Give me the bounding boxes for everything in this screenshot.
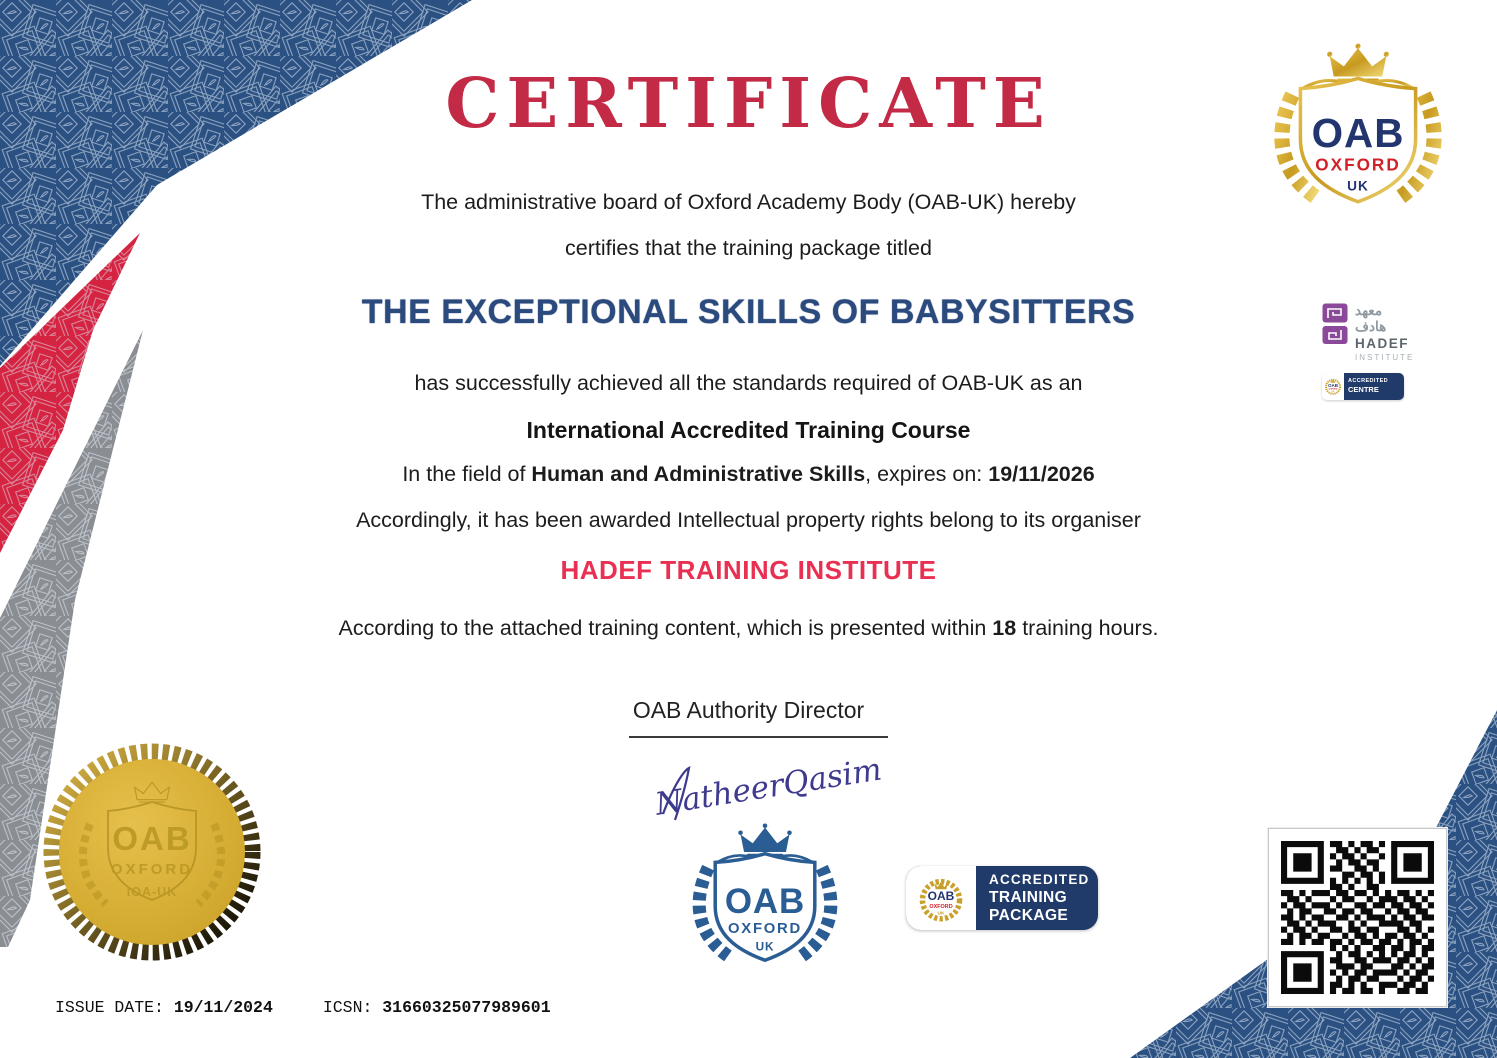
qr-code-svg: [1281, 841, 1434, 994]
hadef-institute-icon: [1322, 303, 1348, 345]
signature-rule: [629, 736, 888, 738]
signature-name-text: NatheerQasim: [652, 751, 885, 823]
expiry-date: 19/11/2026: [988, 462, 1095, 486]
hadef-type: INSTITUTE: [1355, 352, 1415, 362]
accreditation-line: International Accredited Training Course: [526, 417, 971, 443]
hours-value: 18: [992, 616, 1017, 640]
standards-line: has successfully achieved all the standards required of OAB-UK as an: [414, 371, 1083, 395]
logo-oxford-text: OXFORD: [728, 921, 802, 938]
centre-badge-line2: CENTRE: [1348, 385, 1379, 395]
logo-oab-text: OAB: [724, 882, 806, 922]
intro-line-2: certifies that the training package titled: [565, 236, 932, 260]
logo-oxford-text: OXFORD: [1315, 154, 1401, 175]
logo-uk-text: UK: [1347, 178, 1369, 194]
svg-text:UK: UK: [1331, 391, 1335, 394]
centre-badge-line1: ACCREDITED: [1348, 378, 1389, 385]
field-name: Human and Administrative Skills: [531, 462, 866, 486]
centre-badge-logo: [1322, 373, 1344, 400]
qr-code: [1268, 828, 1447, 1007]
mini-oab-gold-icon: [1324, 377, 1342, 395]
field-pre: In the field of: [402, 462, 532, 486]
certificate-title: CERTIFICATE: [445, 64, 1052, 144]
issue-date-value: 19/11/2024: [173, 998, 273, 1017]
field-mid: , expires on:: [865, 462, 989, 486]
mini-oab-gold-icon: [917, 874, 965, 922]
svg-text:OAB: OAB: [927, 889, 955, 904]
hours-line: [0, 616, 1497, 641]
accredited-training-package-badge: [906, 866, 1098, 930]
seal-oxford-text: OXFORD: [110, 861, 194, 878]
gold-seal: [42, 728, 262, 978]
badge-logo: [906, 866, 976, 930]
hadef-arabic-line1: معهد: [1355, 303, 1383, 318]
awarded-line: Accordingly, it has been awarded Intellectual property rights belong to its organiser: [356, 508, 1141, 532]
logo-oab-text: OAB: [1311, 110, 1405, 157]
svg-text:OXFORD: OXFORD: [929, 903, 953, 910]
hadef-institute-block: [1322, 303, 1452, 400]
intro-line-1: The administrative board of Oxford Academy Body (OAB-UK) hereby: [421, 190, 1076, 214]
icsn-value: 31660325077989601: [382, 998, 551, 1017]
svg-text:OXFORD: OXFORD: [1328, 388, 1338, 391]
oab-gold-logo: [1262, 42, 1454, 214]
badge-line1: ACCREDITED: [989, 871, 1090, 887]
seal-ioa-uk-text: IOA-UK: [126, 885, 178, 899]
icsn-label: ICSN:: [322, 998, 383, 1017]
hadef-arabic-line2: هادف: [1355, 318, 1387, 334]
hours-post: training hours.: [1016, 616, 1159, 640]
signatory-role: OAB Authority Director: [632, 697, 865, 723]
svg-text:UK: UK: [937, 911, 945, 917]
oab-blue-logo: [682, 822, 848, 971]
issue-date-label: ISSUE DATE:: [55, 998, 174, 1017]
logo-uk-text: UK: [755, 940, 775, 954]
qr-modules: [1281, 841, 1434, 994]
seal-oab-text: OAB: [112, 820, 192, 857]
hours-pre: According to the attached training content, which is presented within: [338, 616, 993, 640]
accredited-centre-badge: [1322, 373, 1404, 400]
hadef-name: HADEF: [1355, 336, 1409, 352]
svg-text:OAB: OAB: [1328, 382, 1338, 388]
field-line: [0, 462, 1497, 487]
course-title: THE EXCEPTIONAL SKILLS OF BABYSITTERS: [361, 293, 1136, 331]
footer-meta: [55, 998, 551, 1017]
organiser-name: HADEF TRAINING INSTITUTE: [560, 555, 937, 585]
badge-line2: TRAINING PACKAGE: [989, 888, 1069, 924]
